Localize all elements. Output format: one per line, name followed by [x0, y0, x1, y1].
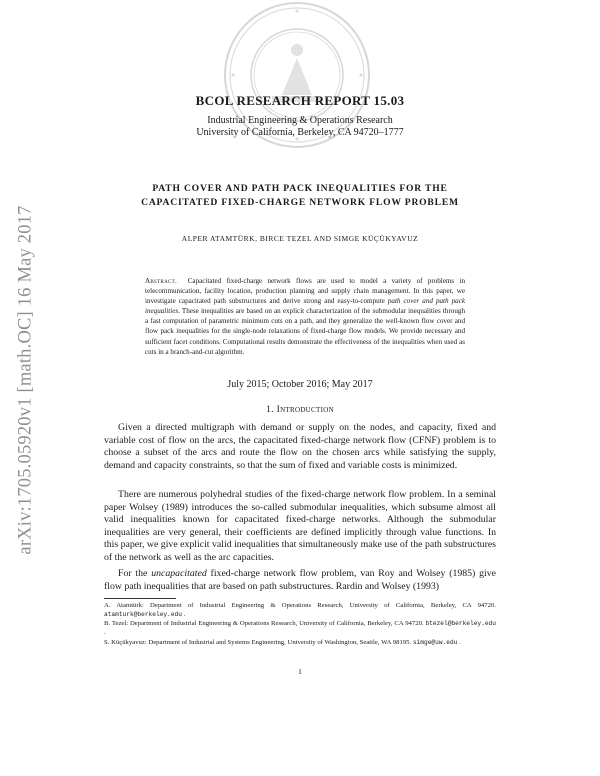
- abstract-text-end: . These inequalities are based on an explicit characterization of the submodular inequalities through a fast computation of parametric minimum cuts on a path, and they generalize the well-known flow cover and flow pack inequalities for the single-node relaxations of fixed-charge flow models. We provide necessary and sufficient facet conditions. Computational results demonstrate the effectiveness of the inequalities when used as cuts in a branch-and-cut algorithm.: [145, 307, 465, 356]
- paragraph-3-emphasis: uncapacitated: [151, 568, 207, 579]
- abstract-text: Capacitated fixed-charge network flows are used to model a variety of problems in telecommunication, facility location, production planning and supply chain management. In this paper, we investigate capacitated path substructures and derive strong and easy-to-compute: [145, 277, 465, 306]
- email-link[interactable]: btezel@berkeley.edu: [425, 620, 496, 627]
- paragraph-2: There are numerous polyhedral studies of the fixed-charge network flow problem. In a seminal paper Wolsey (1989) introduces the so-called submodular inequalities, which subsume almost all valid inequalities known for capacitated fixed-charge networks. Although the submodular inequalities are very general, their coefficients are defined implicitly through value functions. In this paper, we give explicit valid inequalities that simultaneously make use of the path substructures of the network as well as the arc capacities.: [104, 489, 496, 563]
- paragraph-3: [104, 568, 496, 593]
- paragraph-3-rest: fixed-charge network flow problem, van Roy and Wolsey (1985) give flow path inequalities that are based on path substructures. Rardin and Wolsey (1993): [104, 568, 497, 592]
- footnote-text: B. Tezel: Department of Industrial Engineering & Operations Research, University of California, Berkeley, CA 94720.: [104, 620, 426, 627]
- footnote-tail: .: [181, 610, 186, 618]
- footnote-atamturk: [104, 602, 496, 619]
- footnote-kucukyavuz: [104, 639, 496, 648]
- footnote-tail: .: [104, 628, 106, 636]
- abstract: [145, 276, 465, 357]
- footnote-tezel: [104, 620, 496, 637]
- arxiv-stamp-text: arXiv:1705.05920v1 [math.OC] 16 May 2017: [15, 205, 36, 555]
- department: Industrial Engineering & Operations Research: [207, 115, 393, 126]
- footnote-text: S. Küçükyavuz: Department of Industrial and Systems Engineering, University of Washington, Seattle, WA 98195.: [104, 639, 413, 646]
- paper-title-line-1: PATH COVER AND PATH PACK INEQUALITIES FOR THE: [152, 183, 448, 194]
- footnote-tail: .: [457, 639, 461, 646]
- page-number: 1: [298, 667, 302, 676]
- report-title: BCOL RESEARCH REPORT 15.03: [195, 93, 405, 108]
- revision-dates: July 2015; October 2016; May 2017: [227, 379, 373, 390]
- university-address: University of California, Berkeley, CA 94720–1777: [196, 127, 404, 138]
- abstract-emphasis: path cover and path pack inequalities: [145, 297, 466, 316]
- abstract-label: Abstract.: [145, 277, 178, 285]
- footnote-rule: [104, 598, 176, 599]
- section-heading: 1. Introduction: [266, 404, 334, 415]
- paper-title-line-2: CAPACITATED FIXED-CHARGE NETWORK FLOW PROBLEM: [141, 197, 459, 208]
- paragraph-3-start: For the: [118, 568, 152, 579]
- paragraph-1: Given a directed multigraph with demand or supply on the nodes, and capacity, fixed and variable cost of flow on the arcs, the capacitated fixed-charge network flow (CFNF) problem is to choose a subset of the arcs and route the flow on the chosen arcs while satisfying the supply, demand and capacity constraints, so that the sum of fixed and variable costs is minimized.: [104, 422, 496, 471]
- footnote-text: A. Atamtürk: Department of Industrial Engineering & Operations Research, University of California, Berkeley, CA 94720.: [104, 602, 496, 609]
- email-link[interactable]: atamturk@berkeley.edu: [104, 610, 182, 618]
- email-link[interactable]: simge@uw.edu: [412, 639, 458, 646]
- authors: ALPER ATAMTÜRK, BIRCE TEZEL AND SIMGE KÜÇÜKYAVUZ: [181, 234, 419, 243]
